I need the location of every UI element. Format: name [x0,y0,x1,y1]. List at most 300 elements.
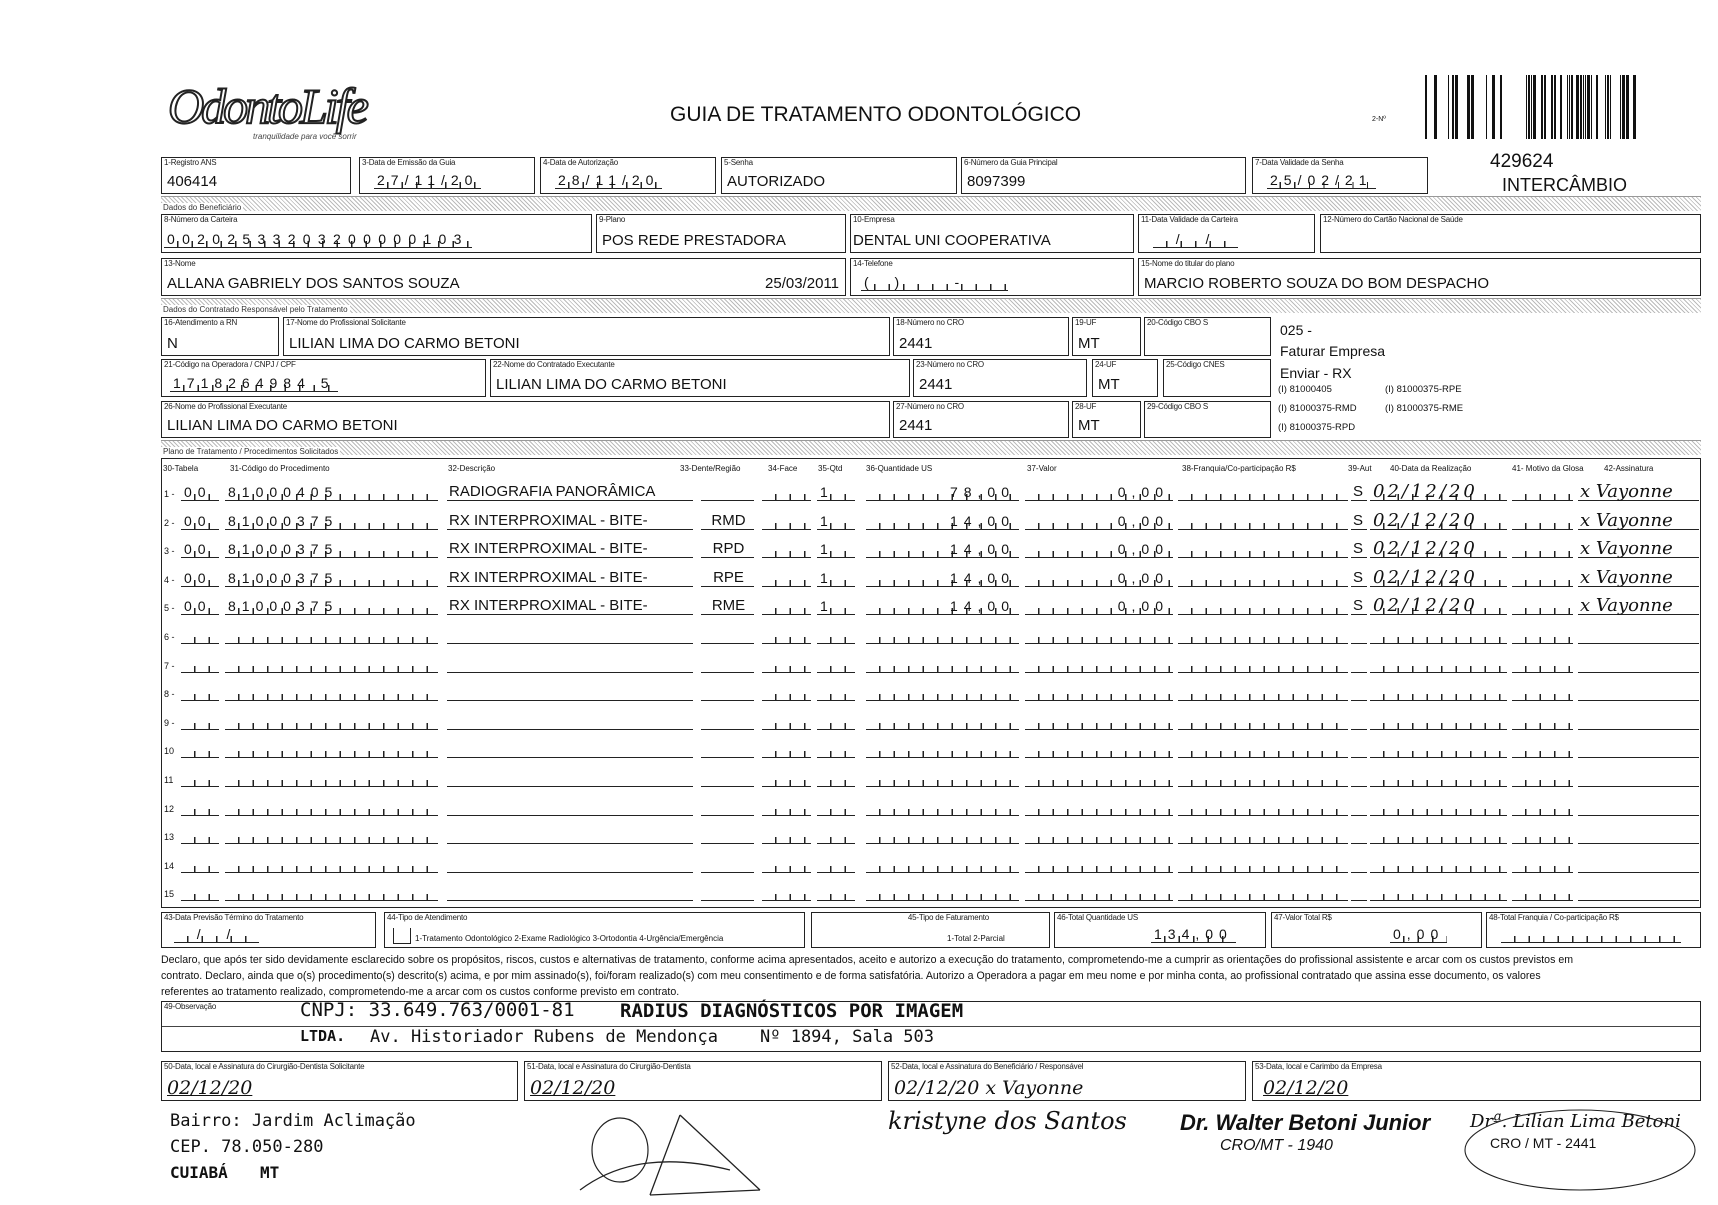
table-qtd[interactable] [817,712,855,730]
table-codigo[interactable]: 81000375 [225,597,438,615]
field-uf-executante[interactable] [1072,401,1141,438]
field-senha[interactable] [721,157,957,194]
walter-stamp [1180,1110,1430,1156]
table-data[interactable] [1370,740,1507,758]
table-descricao[interactable] [447,883,693,901]
table-aut[interactable] [1351,798,1367,816]
table-assinatura[interactable] [1578,883,1699,901]
field-label: 15-Nome do titular do plano [1141,259,1235,268]
field-value: 02/12/20 [167,1077,253,1099]
table-face[interactable] [762,883,811,901]
field-nome[interactable] [161,258,846,296]
table-qtd-us[interactable]: 78,00 [866,483,1019,501]
field-carimbo-empresa[interactable] [1252,1061,1701,1101]
table-qtd[interactable]: 1 [817,483,855,501]
table-franquia[interactable] [1178,569,1348,587]
table-dente[interactable]: RPD [701,540,754,558]
table-assinatura[interactable] [1578,683,1699,701]
table-qtd[interactable] [817,798,855,816]
table-assinatura[interactable]: x Vayonne [1578,483,1699,501]
table-assinatura[interactable] [1578,712,1699,730]
table-descricao[interactable]: RADIOGRAFIA PANORÂMICA [447,483,693,501]
table-motivo[interactable] [1512,597,1573,615]
table-qtd-us[interactable] [866,855,1019,873]
field-cnes[interactable] [1163,359,1271,397]
table-valor[interactable]: 0,00 [1025,512,1173,530]
table-codigo[interactable]: 81000375 [225,540,438,558]
table-aut[interactable] [1351,683,1367,701]
table-motivo[interactable] [1512,883,1573,901]
table-assinatura[interactable] [1578,626,1699,644]
table-data[interactable]: 02/12/20 [1370,512,1507,530]
table-valor[interactable] [1025,655,1173,673]
row-number: 2 - [164,517,175,528]
field-value: / / [174,926,259,943]
field-data-emissao[interactable] [359,157,535,194]
table-codigo[interactable] [225,855,438,873]
field-validade-senha[interactable] [1252,157,1428,194]
table-dente[interactable] [701,740,754,758]
field-data-autorizacao[interactable] [540,157,716,194]
field-cro-executante[interactable] [893,401,1069,438]
field-codigo-operadora[interactable] [161,359,486,397]
table-valor[interactable] [1025,626,1173,644]
table-franquia[interactable] [1178,740,1348,758]
field-uf-contratado[interactable] [1092,359,1158,397]
table-descricao[interactable] [447,798,693,816]
table-data[interactable]: 02/12/20 [1370,569,1507,587]
field-registro-ans[interactable] [161,157,351,194]
table-descricao[interactable] [447,769,693,787]
table-face[interactable] [762,512,811,530]
barcode-bar [1591,75,1592,139]
table-descricao[interactable] [447,626,693,644]
table-aut[interactable]: S [1351,597,1367,615]
field-label: 5-Senha [724,158,753,167]
table-qtd[interactable] [817,883,855,901]
field-titular-plano[interactable] [1138,258,1701,296]
table-face[interactable] [762,655,811,673]
table-franquia[interactable] [1178,883,1348,901]
table-face[interactable] [762,540,811,558]
row-number: 13 [164,832,175,843]
table-franquia[interactable] [1178,540,1348,558]
table-codigo[interactable] [225,769,438,787]
field-cro-solicitante[interactable] [893,317,1069,356]
table-face[interactable] [762,569,811,587]
table-valor[interactable]: 0,00 [1025,483,1173,501]
table-tabela[interactable] [181,883,219,901]
table-codigo[interactable] [225,626,438,644]
table-motivo[interactable] [1512,855,1573,873]
table-dente[interactable]: RMD [701,512,754,530]
field-empresa[interactable] [850,214,1134,253]
table-franquia[interactable] [1178,769,1348,787]
table-valor[interactable] [1025,712,1173,730]
table-qtd-us[interactable]: 14,00 [866,597,1019,615]
table-codigo[interactable]: 81000375 [225,569,438,587]
barcode-bar [1605,75,1606,139]
table-codigo[interactable] [225,826,438,844]
table-codigo[interactable] [225,798,438,816]
table-valor[interactable] [1025,769,1173,787]
field-label: 25-Código CNES [1166,360,1225,369]
table-motivo[interactable] [1512,683,1573,701]
table-qtd[interactable]: 1 [817,540,855,558]
table-franquia[interactable] [1178,798,1348,816]
stamp-line: MT [260,1163,280,1182]
table-qtd-us[interactable] [866,683,1019,701]
table-row [161,620,1701,646]
row-number: 6 - [164,632,175,642]
field-label: 43-Data Previsão Término do Tratamento [164,913,304,922]
table-codigo[interactable] [225,883,438,901]
table-dente[interactable]: RPE [701,569,754,587]
field-label: 29-Código CBO S [1147,402,1209,411]
table-assinatura[interactable] [1578,855,1699,873]
table-descricao[interactable]: RX INTERPROXIMAL - BITE- [447,569,693,587]
barcode-bar [1492,75,1495,139]
table-tabela[interactable] [181,798,219,816]
table-assinatura[interactable] [1578,826,1699,844]
table-franquia[interactable] [1178,483,1348,501]
table-face[interactable] [762,683,811,701]
table-tabela[interactable] [181,826,219,844]
field-value: 134,00 [1151,926,1236,943]
field-assinatura-beneficiario[interactable] [888,1061,1246,1101]
col-header-tabela: 30-Tabela [163,464,199,473]
field-value: ALLANA GABRIELY DOS SANTOS SOUZA [167,275,460,292]
table-tabela[interactable]: 00 [181,569,219,587]
section-label: Plano de Tratamento / Procedimentos Solicitados [163,447,339,456]
field-label: 12-Número do Cartão Nacional de Saúde [1323,215,1463,224]
table-dente[interactable] [701,655,754,673]
table-descricao[interactable]: RX INTERPROXIMAL - BITE- [447,597,693,615]
table-codigo[interactable] [225,655,438,673]
table-data[interactable] [1370,826,1507,844]
table-descricao[interactable] [447,826,693,844]
barcode-bar [1452,75,1454,139]
table-qtd[interactable] [817,826,855,844]
table-data[interactable] [1370,769,1507,787]
table-row [161,591,1701,617]
table-aut[interactable] [1351,883,1367,901]
table-tabela[interactable] [181,655,219,673]
table-qtd[interactable] [817,855,855,873]
table-descricao[interactable] [447,855,693,873]
field-cbo-solicitante[interactable] [1144,317,1271,356]
declaration-line: Declaro, que após ter sido devidamente esclarecido sobre os propósitos, riscos, custos e alternativas de tratamento, conforme acima apresentados, aceito e autorizo a execução do tratamento, comprometendo-me a cumprir as orientações do profissional assistente e arcar com os custos previstos em [161,954,1574,966]
field-label: 9-Plano [599,215,626,224]
table-motivo[interactable] [1512,655,1573,673]
row-number: 12 [164,803,175,814]
field-previsao-termino[interactable] [161,912,376,948]
table-qtd[interactable] [817,626,855,644]
table-tabela[interactable] [181,855,219,873]
table-valor[interactable] [1025,683,1173,701]
field-value: MT [1078,335,1100,352]
field-cro-contratado[interactable] [913,359,1087,397]
table-tabela[interactable]: 00 [181,540,219,558]
table-data[interactable] [1370,683,1507,701]
field-assinatura-executante[interactable] [524,1061,882,1101]
table-qtd-us[interactable] [866,626,1019,644]
table-franquia[interactable] [1178,512,1348,530]
stamp-line: Dr. Walter Betoni Junior [1180,1110,1431,1135]
col-header-aut: 39-Aut [1348,464,1372,473]
field-numero-carteira[interactable] [161,214,592,253]
table-dente[interactable] [701,712,754,730]
table-dente[interactable]: RME [701,597,754,615]
table-face[interactable] [762,769,811,787]
table-row [161,706,1701,732]
table-valor[interactable] [1025,855,1173,873]
field-tipo-atendimento[interactable] [384,912,805,948]
table-face[interactable] [762,826,811,844]
field-value: ( ) - [861,274,1008,291]
field-value: MT [1078,417,1100,434]
field-value: / / [1153,231,1238,248]
table-valor[interactable] [1025,883,1173,901]
field-plano[interactable] [596,214,846,253]
table-aut[interactable]: S [1351,540,1367,558]
table-tabela[interactable]: 00 [181,483,219,501]
declaration-line: contrato. Declaro, ainda que o(s) procedimento(s) descrito(s) acima, e por mim assinado(s), foi/foram realizado(s) com meu consentimento e de forma satisfatória. Autorizo a Operadora a pagar em meu nome e por minha conta, ao profissional contratado que assina esse documento, os valores [161,970,1541,982]
table-franquia[interactable] [1178,712,1348,730]
table-qtd[interactable]: 1 [817,569,855,587]
table-descricao[interactable] [447,655,693,673]
table-tabela[interactable]: 00 [181,512,219,530]
table-motivo[interactable] [1512,798,1573,816]
table-valor[interactable] [1025,740,1173,758]
barcode-bar [1425,75,1427,139]
table-face[interactable] [762,626,811,644]
table-assinatura[interactable]: x Vayonne [1578,540,1699,558]
col-header-franquia: 38-Franquia/Co-participação R$ [1182,464,1296,473]
tipo-atendimento-input[interactable] [393,928,411,944]
table-codigo[interactable] [225,683,438,701]
table-dente[interactable] [701,798,754,816]
field-contratado-executante[interactable] [490,359,910,397]
table-aut[interactable] [1351,855,1367,873]
field-profissional-solicitante[interactable] [283,317,890,356]
field-label: 50-Data, local e Assinatura do Cirurgião-Dentista Solicitante [164,1062,365,1071]
table-dente[interactable] [701,769,754,787]
table-motivo[interactable] [1512,826,1573,844]
table-valor[interactable] [1025,826,1173,844]
field-label: 4-Data de Autorização [543,158,618,167]
table-assinatura[interactable] [1578,769,1699,787]
field-label: 8-Número da Carteira [164,215,238,224]
table-tabela[interactable]: 00 [181,597,219,615]
table-data[interactable] [1370,855,1507,873]
field-total-franquia[interactable] [1486,912,1701,948]
table-tabela[interactable] [181,683,219,701]
field-valor-total[interactable] [1271,912,1482,948]
field-validade-carteira[interactable] [1138,214,1315,253]
barcode-bar [1567,75,1568,139]
table-qtd-us[interactable] [866,798,1019,816]
table-data[interactable]: 02/12/20 [1370,483,1507,501]
table-motivo[interactable] [1512,740,1573,758]
table-dente[interactable] [701,826,754,844]
table-motivo[interactable] [1512,712,1573,730]
table-dente[interactable] [701,855,754,873]
table-valor[interactable]: 0,00 [1025,597,1173,615]
table-qtd[interactable] [817,655,855,673]
table-tabela[interactable] [181,769,219,787]
table-descricao[interactable] [447,740,693,758]
table-qtd[interactable] [817,740,855,758]
field-value: 0,00 [1390,926,1447,943]
field-profissional-executante[interactable] [161,401,890,438]
table-descricao[interactable] [447,683,693,701]
table-tabela[interactable] [181,626,219,644]
table-franquia[interactable] [1178,855,1348,873]
table-face[interactable] [762,740,811,758]
table-aut[interactable] [1351,769,1367,787]
table-face[interactable] [762,855,811,873]
table-row [161,649,1701,675]
signature-scribble [1460,1105,1718,1205]
table-assinatura[interactable]: x Vayonne [1578,512,1699,530]
barcode-bar [1585,75,1586,139]
table-descricao[interactable]: RX INTERPROXIMAL - BITE- [447,540,693,558]
table-aut[interactable] [1351,740,1367,758]
table-codigo[interactable]: 81000405 [225,483,438,501]
table-qtd[interactable]: 1 [817,512,855,530]
row-number: 5 - [164,603,175,614]
col-header-descricao: 32-Descrição [448,464,496,473]
table-qtd-us[interactable] [866,826,1019,844]
table-tabela[interactable] [181,740,219,758]
table-qtd-us[interactable]: 14,00 [866,512,1019,530]
table-franquia[interactable] [1178,683,1348,701]
table-motivo[interactable] [1512,569,1573,587]
table-face[interactable] [762,597,811,615]
table-face[interactable] [762,798,811,816]
field-value: LILIAN LIMA DO CARMO BETONI [167,417,398,434]
table-data[interactable] [1370,712,1507,730]
declaration-text [161,952,1706,1000]
field-value: N [167,335,178,352]
table-qtd-us[interactable] [866,769,1019,787]
table-descricao[interactable] [447,712,693,730]
tipo-faturamento-options: 1-Total 2-Parcial [947,934,1005,943]
barcode-bar [1467,75,1470,139]
field-value: POS REDE PRESTADORA [602,232,786,249]
table-aut[interactable] [1351,655,1367,673]
page-title: GUIA DE TRATAMENTO ODONTOLÓGICO [670,103,1082,126]
table-dente[interactable] [701,483,754,501]
table-valor[interactable]: 0,00 [1025,569,1173,587]
table-codigo[interactable] [225,712,438,730]
table-qtd-us[interactable]: 14,00 [866,540,1019,558]
table-assinatura[interactable] [1578,798,1699,816]
section-label: Dados do Beneficiário [163,203,242,212]
section-plano-tratamento [161,440,1701,455]
field-value: DENTAL UNI COOPERATIVA [853,232,1051,249]
table-valor[interactable] [1025,798,1173,816]
table-data[interactable]: 02/12/20 [1370,540,1507,558]
table-aut[interactable] [1351,626,1367,644]
table-qtd-us[interactable]: 14,00 [866,569,1019,587]
field-telefone[interactable] [850,258,1134,296]
field-atendimento-rn[interactable] [161,317,279,356]
table-motivo[interactable] [1512,769,1573,787]
field-tipo-faturamento[interactable] [811,912,1050,948]
table-motivo[interactable] [1512,540,1573,558]
table-assinatura[interactable] [1578,740,1699,758]
table-franquia[interactable] [1178,655,1348,673]
table-face[interactable] [762,483,811,501]
table-franquia[interactable] [1178,597,1348,615]
table-motivo[interactable] [1512,483,1573,501]
table-qtd[interactable]: 1 [817,597,855,615]
field-cbo-executante[interactable] [1144,401,1271,438]
table-dente[interactable] [701,883,754,901]
table-motivo[interactable] [1512,626,1573,644]
table-aut[interactable]: S [1351,569,1367,587]
table-valor[interactable]: 0,00 [1025,540,1173,558]
barcode-bar [1576,75,1579,139]
field-uf-solicitante[interactable] [1072,317,1141,356]
table-assinatura[interactable] [1578,655,1699,673]
table-data[interactable] [1370,798,1507,816]
field-assinatura-solicitante[interactable] [161,1061,518,1101]
table-qtd-us[interactable] [866,655,1019,673]
field-cartao-nacional-saude[interactable] [1320,214,1701,253]
table-codigo[interactable]: 81000375 [225,512,438,530]
table-aut[interactable] [1351,826,1367,844]
table-dente[interactable] [701,626,754,644]
table-tabela[interactable] [181,712,219,730]
table-assinatura[interactable]: x Vayonne [1578,569,1699,587]
col-header-face: 34-Face [768,464,798,473]
table-codigo[interactable] [225,740,438,758]
note-code: (I) 81000375-RPE [1385,384,1462,395]
beneficiary-handwritten-name: kristyne dos Santos [888,1107,1127,1135]
table-qtd-us[interactable] [866,712,1019,730]
table-aut[interactable]: S [1351,512,1367,530]
table-data[interactable] [1370,626,1507,644]
table-franquia[interactable] [1178,826,1348,844]
table-aut[interactable]: S [1351,483,1367,501]
field-total-quantidade-us[interactable] [1054,912,1266,948]
table-aut[interactable] [1351,712,1367,730]
table-qtd[interactable] [817,683,855,701]
row-number: 4 - [164,574,175,585]
table-franquia[interactable] [1178,626,1348,644]
table-data[interactable] [1370,883,1507,901]
table-face[interactable] [762,712,811,730]
table-motivo[interactable] [1512,512,1573,530]
table-assinatura[interactable]: x Vayonne [1578,597,1699,615]
table-row [161,534,1701,560]
table-dente[interactable] [701,683,754,701]
field-guia-principal[interactable] [961,157,1246,194]
table-data[interactable]: 02/12/20 [1370,597,1507,615]
field-label: 52-Data, local e Assinatura do Beneficiário / Responsável [891,1062,1084,1071]
table-qtd[interactable] [817,769,855,787]
field-label: 49-Observação [164,1002,217,1011]
table-qtd-us[interactable] [866,883,1019,901]
note-faturar: Faturar Empresa [1280,343,1386,359]
table-qtd-us[interactable] [866,740,1019,758]
row-number: 7 - [164,660,175,671]
table-data[interactable] [1370,655,1507,673]
table-descricao[interactable]: RX INTERPROXIMAL - BITE- [447,512,693,530]
